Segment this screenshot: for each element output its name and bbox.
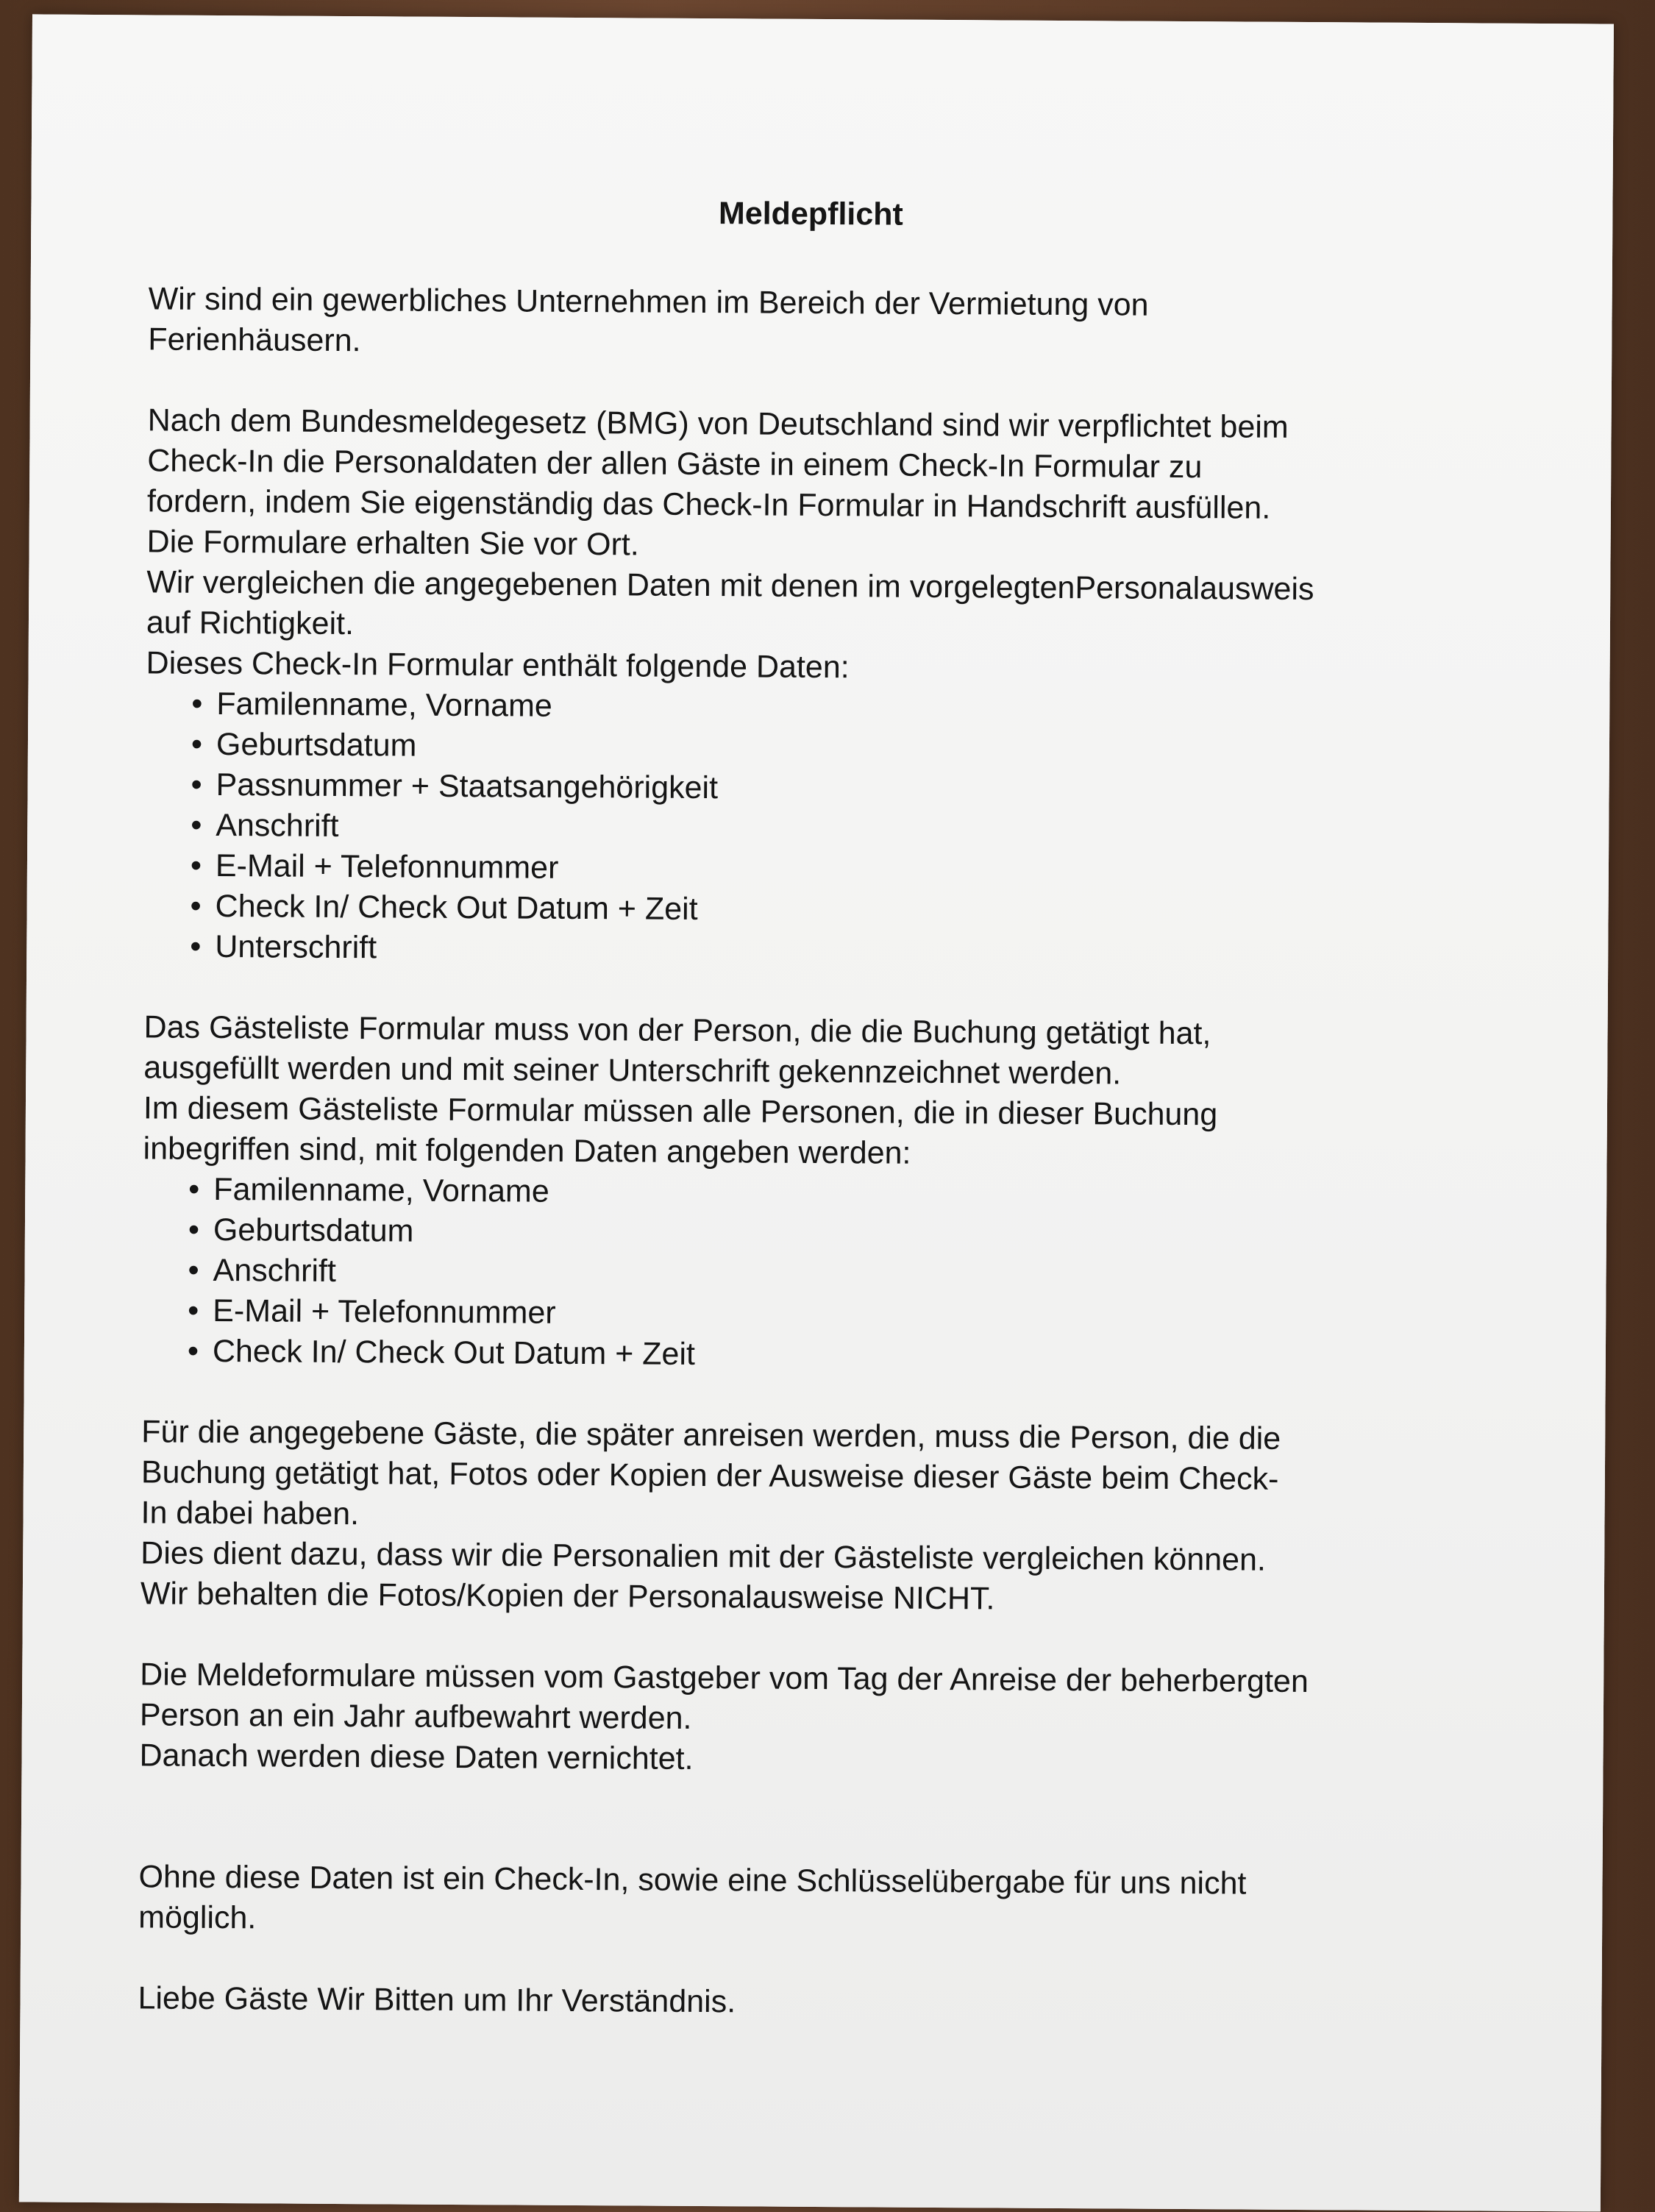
- text-line: Nach dem Bundesmeldegesetz (BMG) von Deutschland sind wir verpflichtet beim: [147, 402, 1289, 445]
- list-item: • Check In/ Check Out Datum + Zeit: [188, 1331, 1510, 1380]
- text-line: Danach werden diese Daten vernichtet.: [139, 1738, 694, 1777]
- late-guests-paragraph: [140, 1412, 1510, 1622]
- document-title: Meldepflicht: [718, 196, 903, 232]
- intro-paragraph: [148, 279, 1517, 368]
- retention-paragraph: [139, 1654, 1508, 1784]
- paper-sheet: [19, 14, 1614, 2211]
- bullet-icon: •: [191, 686, 203, 722]
- text-line: Im diesem Gästeliste Formular müssen alle Personen, die in dieser Buchung: [143, 1090, 1218, 1133]
- text-line: Für die angegebene Gäste, die später anreisen werden, muss die Person, die die: [141, 1414, 1281, 1457]
- list-item: • E-Mail + Telefonnummer: [191, 846, 1513, 895]
- text-line: inbegriffen sind, mit folgenden Daten angeben werden:: [143, 1131, 911, 1171]
- bullet-icon: •: [191, 726, 203, 762]
- bullet-icon: •: [188, 1171, 200, 1207]
- list-item: • E-Mail + Telefonnummer: [188, 1291, 1510, 1340]
- guestlist-data-list: [142, 1169, 1512, 1379]
- list-item: • Familenname, Vorname: [188, 1170, 1511, 1218]
- list-item: • Anschrift: [188, 1251, 1510, 1299]
- text-line: Person an ein Jahr aufbewahrt werden.: [139, 1697, 692, 1736]
- list-item: • Geburtsdatum: [191, 725, 1514, 773]
- text-line: fordern, indem Sie eigenständig das Check-In Formular in Handschrift ausfüllen.: [146, 483, 1271, 526]
- text-line: Das Gästeliste Formular muss von der Person, die die Buchung getätigt hat,: [143, 1009, 1211, 1052]
- text-line: Check-In die Personaldaten der allen Gäste in einem Check-In Formular zu: [147, 443, 1203, 486]
- text-line: Buchung getätigt hat, Fotos oder Kopien der Ausweise dieser Gäste beim Check-: [140, 1454, 1279, 1497]
- bullet-icon: •: [191, 807, 202, 843]
- list-item: • Geburtsdatum: [188, 1210, 1511, 1259]
- list-item: • Familenname, Vorname: [191, 684, 1514, 733]
- document-body: [138, 190, 1517, 2067]
- bullet-icon: •: [190, 888, 202, 924]
- closing-paragraph: [138, 1978, 1506, 2027]
- text-line: In dabei haben.: [140, 1495, 360, 1532]
- text-line: Wir behalten die Fotos/Kopien der Personalausweise NICHT.: [140, 1576, 995, 1617]
- text-line: Wir vergleichen die angegebenen Daten mit denen im vorgelegtenPersonalausweis: [146, 564, 1314, 608]
- list-item: • Unterschrift: [190, 927, 1512, 975]
- text-line: Die Formulare erhalten Sie vor Ort.: [146, 524, 639, 563]
- law-paragraph: [146, 400, 1515, 691]
- text-line: Wir sind ein gewerbliches Unternehmen im Bereich der Vermietung von: [148, 281, 1149, 323]
- text-line: Die Meldeformulare müssen vom Gastgeber vom Tag der Anreise der beherbergten: [140, 1657, 1309, 1700]
- bullet-icon: •: [191, 767, 202, 803]
- bullet-icon: •: [188, 1252, 199, 1288]
- checkin-data-list: [144, 683, 1514, 975]
- bullet-icon: •: [188, 1212, 200, 1248]
- text-line: Ohne diese Daten ist ein Check-In, sowie eine Schlüsselübergabe für uns nicht: [138, 1859, 1247, 1902]
- text-line: ausgefüllt werden und mit seiner Unterschrift gekennzeichnet werden.: [143, 1050, 1122, 1092]
- list-item: • Passnummer + Staatsangehörigkeit: [191, 765, 1513, 814]
- text-line: auf Richtigkeit.: [146, 605, 355, 642]
- text-line: Dieses Check-In Formular enthält folgende Daten:: [146, 645, 850, 686]
- guestlist-paragraph: [143, 1007, 1512, 1177]
- bullet-icon: •: [188, 1292, 199, 1329]
- text-line: Dies dient dazu, dass wir die Personalien mit der Gästeliste vergleichen können.: [140, 1535, 1267, 1578]
- list-item: • Anschrift: [191, 806, 1513, 854]
- bullet-icon: •: [190, 847, 202, 883]
- requirement-paragraph: [138, 1857, 1507, 1946]
- bullet-icon: •: [187, 1333, 199, 1369]
- list-item: • Check In/ Check Out Datum + Zeit: [190, 886, 1512, 935]
- text-line: Ferienhäusern.: [148, 321, 361, 359]
- text-line: Liebe Gäste Wir Bitten um Ihr Verständnis.: [138, 1980, 736, 2020]
- text-line: möglich.: [138, 1899, 257, 1936]
- bullet-icon: •: [190, 928, 202, 964]
